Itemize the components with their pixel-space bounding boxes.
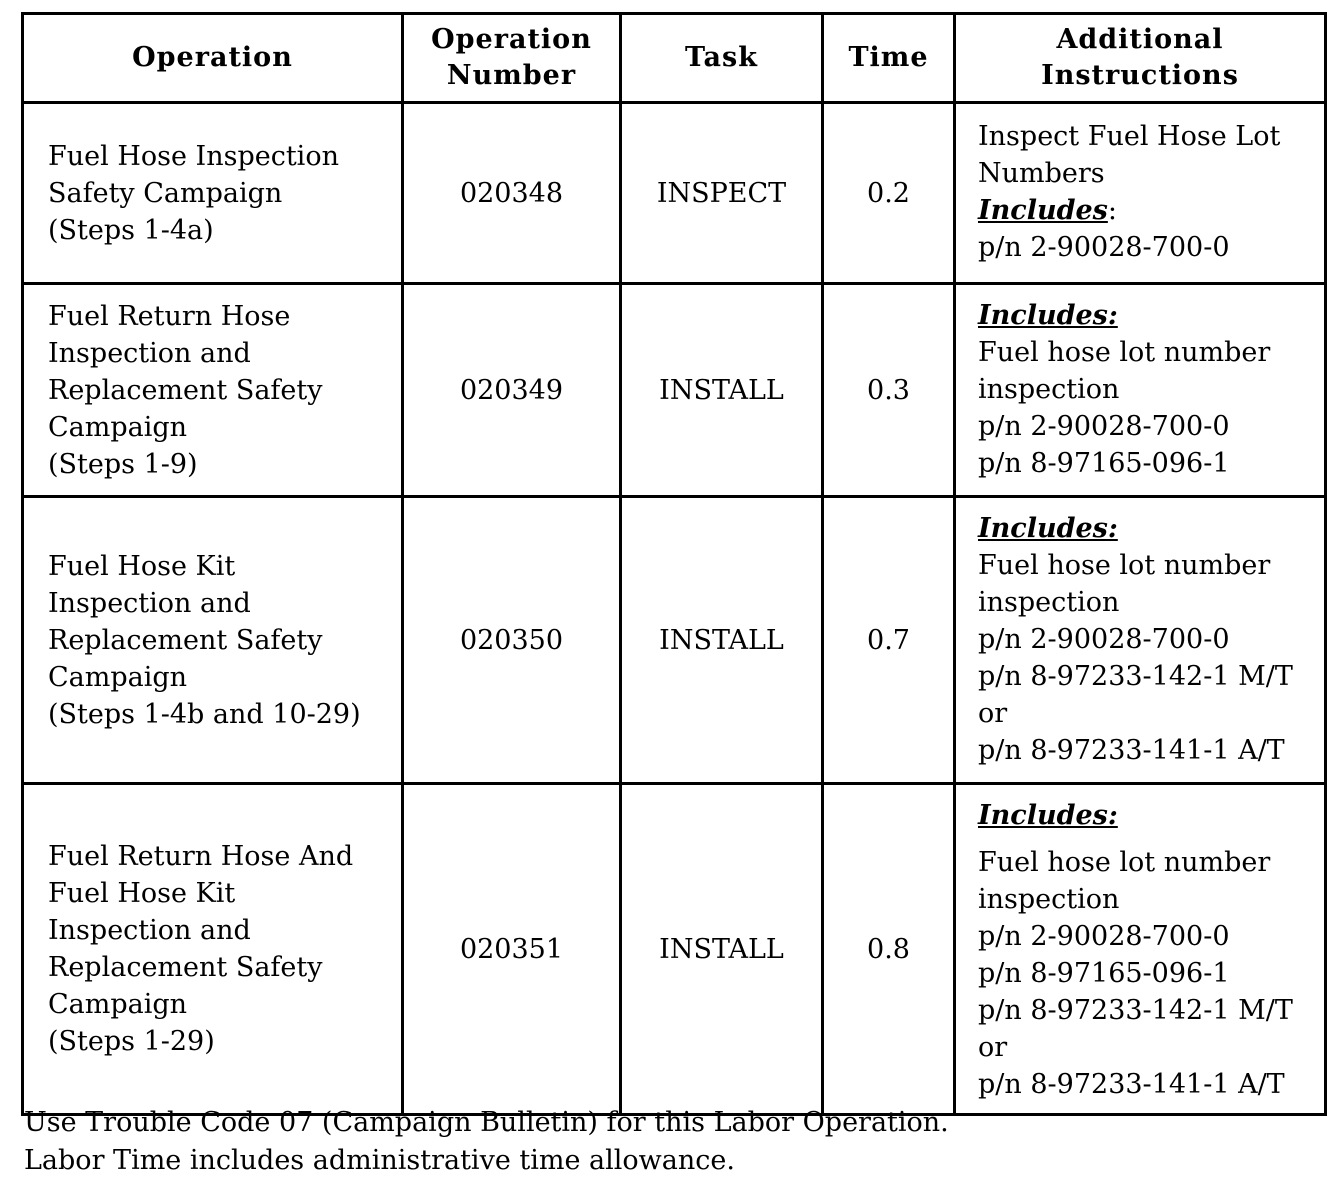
task-cell: INSTALL <box>621 784 823 1115</box>
footer-trouble-code-note: Use Trouble Code 07 (Campaign Bulletin) for this Labor Operation. <box>24 1107 949 1138</box>
instructions-cell: Includes: Fuel hose lot number inspection p/n 2-90028-700-0 p/n 8-97165-096-1 <box>955 284 1326 497</box>
includes-label: Includes: <box>978 300 1118 331</box>
table-row <box>23 284 1326 497</box>
includes-label: Includes: <box>978 800 1118 831</box>
operation-cell: Fuel Hose Kit Inspection and Replacement Safety Campaign (Steps 1-4b and 10-29) <box>23 497 403 784</box>
task-cell: INSTALL <box>621 497 823 784</box>
time-cell: 0.8 <box>823 784 955 1115</box>
operation-number-cell: 020351 <box>403 784 621 1115</box>
time-cell: 0.2 <box>823 103 955 284</box>
table-row <box>23 497 1326 784</box>
instructions-cell: Inspect Fuel Hose Lot Numbers Includes: p/n 2-90028-700-0 <box>955 103 1326 284</box>
task-cell: INSPECT <box>621 103 823 284</box>
header-operation-number: Operation Number <box>403 14 621 103</box>
table-row <box>23 103 1326 284</box>
instructions-cell: Includes: Fuel hose lot number inspection p/n 2-90028-700-0 p/n 8-97233-142-1 M/T or p/n 8-97233-141-1 A/T <box>955 497 1326 784</box>
includes-label: Includes <box>978 195 1108 226</box>
labor-operations-table <box>21 12 1327 1116</box>
header-task: Task <box>621 14 823 103</box>
table-row <box>23 784 1326 1115</box>
footer-labor-time-note: Labor Time includes administrative time allowance. <box>24 1145 735 1176</box>
instructions-cell: Includes: Fuel hose lot number inspection p/n 2-90028-700-0 p/n 8-97165-096-1 p/n 8-97233-142-1 M/T or p/n 8-97233-141-1 A/T <box>955 784 1326 1115</box>
footer-notes <box>24 1104 949 1180</box>
header-operation: Operation <box>23 14 403 103</box>
operation-number-cell: 020350 <box>403 497 621 784</box>
operation-number-cell: 020349 <box>403 284 621 497</box>
time-cell: 0.7 <box>823 497 955 784</box>
operation-cell: Fuel Hose Inspection Safety Campaign (Steps 1-4a) <box>23 103 403 284</box>
time-cell: 0.3 <box>823 284 955 497</box>
task-cell: INSTALL <box>621 284 823 497</box>
header-row <box>23 14 1326 103</box>
operation-cell: Fuel Return Hose And Fuel Hose Kit Inspection and Replacement Safety Campaign (Steps 1-29) <box>23 784 403 1115</box>
header-time: Time <box>823 14 955 103</box>
includes-label: Includes: <box>978 513 1118 544</box>
header-additional-instructions: Additional Instructions <box>955 14 1326 103</box>
operation-cell: Fuel Return Hose Inspection and Replacement Safety Campaign (Steps 1-9) <box>23 284 403 497</box>
operation-number-cell: 020348 <box>403 103 621 284</box>
